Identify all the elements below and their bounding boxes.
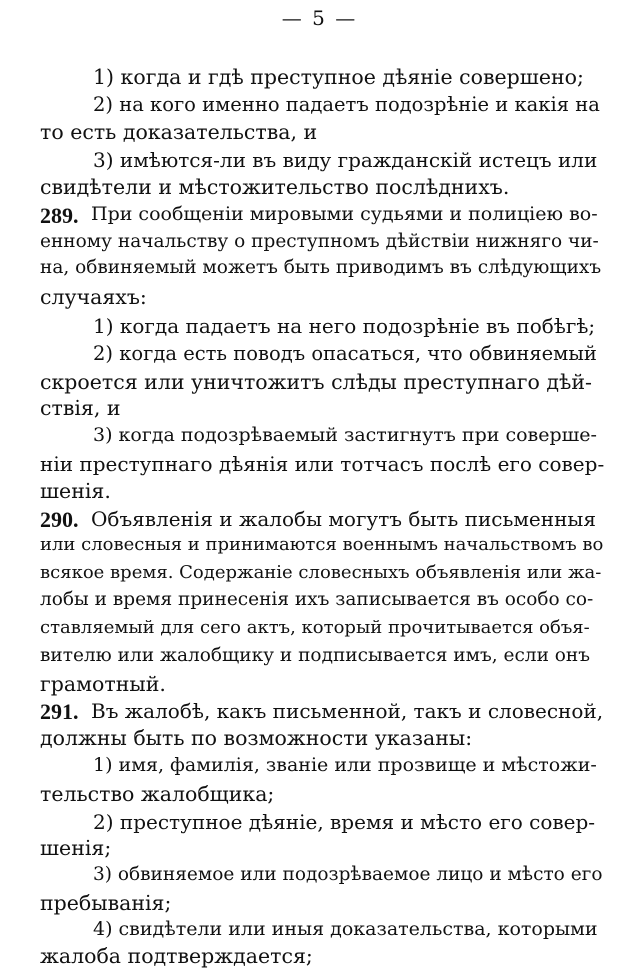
list-item: 3) обвиняемое или подозрѣваемое лицо и мѣсто его (93, 864, 603, 886)
list-item: 2) когда есть поводъ опасаться, что обвиняемый (93, 341, 597, 365)
section-line: вителю или жалобщику и подписывается имъ, если онъ (40, 644, 591, 666)
list-item: 1) когда и гдѣ преступное дѣяніе совершено; (93, 64, 584, 89)
section-line: Объявленія и жалобы могутъ быть письменныя (91, 506, 596, 531)
section-line: должны быть по возможности указаны: (40, 726, 473, 751)
list-item-continuation: шенія. (40, 478, 111, 503)
list-item-continuation: свидѣтели и мѣстожительство послѣднихъ. (40, 174, 510, 199)
section-number: 290. (40, 506, 79, 532)
list-item: 3) когда подозрѣваемый застигнутъ при соверше- (93, 424, 597, 447)
list-item-continuation: то есть доказательства, и (40, 120, 318, 145)
section-line: ставляемый для сего актъ, который прочитывается объя- (40, 616, 590, 638)
list-item: 2) на кого именно падаетъ подозрѣніе и какія на (93, 93, 600, 117)
section-line: или словесныя и принимаются военнымъ начальствомъ во (40, 534, 604, 556)
section-line: енному начальству о преступномъ дѣйствіи нижняго чи- (40, 230, 599, 252)
section-line: на, обвиняемый можетъ быть приводимъ въ слѣдующихъ (40, 257, 602, 279)
list-item-continuation: ніи преступнаго дѣянія или тотчасъ послѣ его совер- (40, 452, 605, 477)
section-line: Въ жалобѣ, какъ письменной, такъ и словесной, (91, 699, 604, 724)
list-item: 1) имя, фамилія, званіе или прозвище и мѣстожи- (93, 754, 597, 777)
list-item: 3) имѣются-ли въ виду гражданскій истецъ или (93, 148, 598, 173)
section-line: случаяхъ: (40, 285, 147, 310)
list-item: 4) свидѣтели или иныя доказательства, которыми (93, 917, 598, 940)
list-item-continuation: шенія; (40, 836, 112, 861)
section-line: всякое время. Содержаніе словесныхъ объявленія или жа- (40, 562, 602, 584)
list-item-continuation: скроется или уничтожитъ слѣды преступнаго дѣй- (40, 369, 592, 394)
list-item-continuation: тельство жалобщика; (40, 781, 275, 806)
list-item-continuation: жалоба подтверждается; (40, 943, 313, 968)
list-item-continuation: ствія, и (40, 396, 121, 421)
section-line: лобы и время принесенія ихъ записывается въ особо со- (40, 589, 594, 611)
section-number: 289. (40, 202, 79, 228)
list-item: 2) преступное дѣяніе, время и мѣсто его совер- (93, 809, 596, 834)
section-line: При сообщеніи мировыми судьями и полиціею во- (91, 202, 598, 225)
section-line: грамотный. (40, 671, 166, 696)
list-item: 1) когда падаетъ на него подозрѣніе въ побѣгѣ; (93, 313, 596, 338)
section-number: 291. (40, 699, 79, 725)
page-number-header: — 5 — (281, 6, 358, 30)
list-item-continuation: пребыванія; (40, 891, 172, 916)
